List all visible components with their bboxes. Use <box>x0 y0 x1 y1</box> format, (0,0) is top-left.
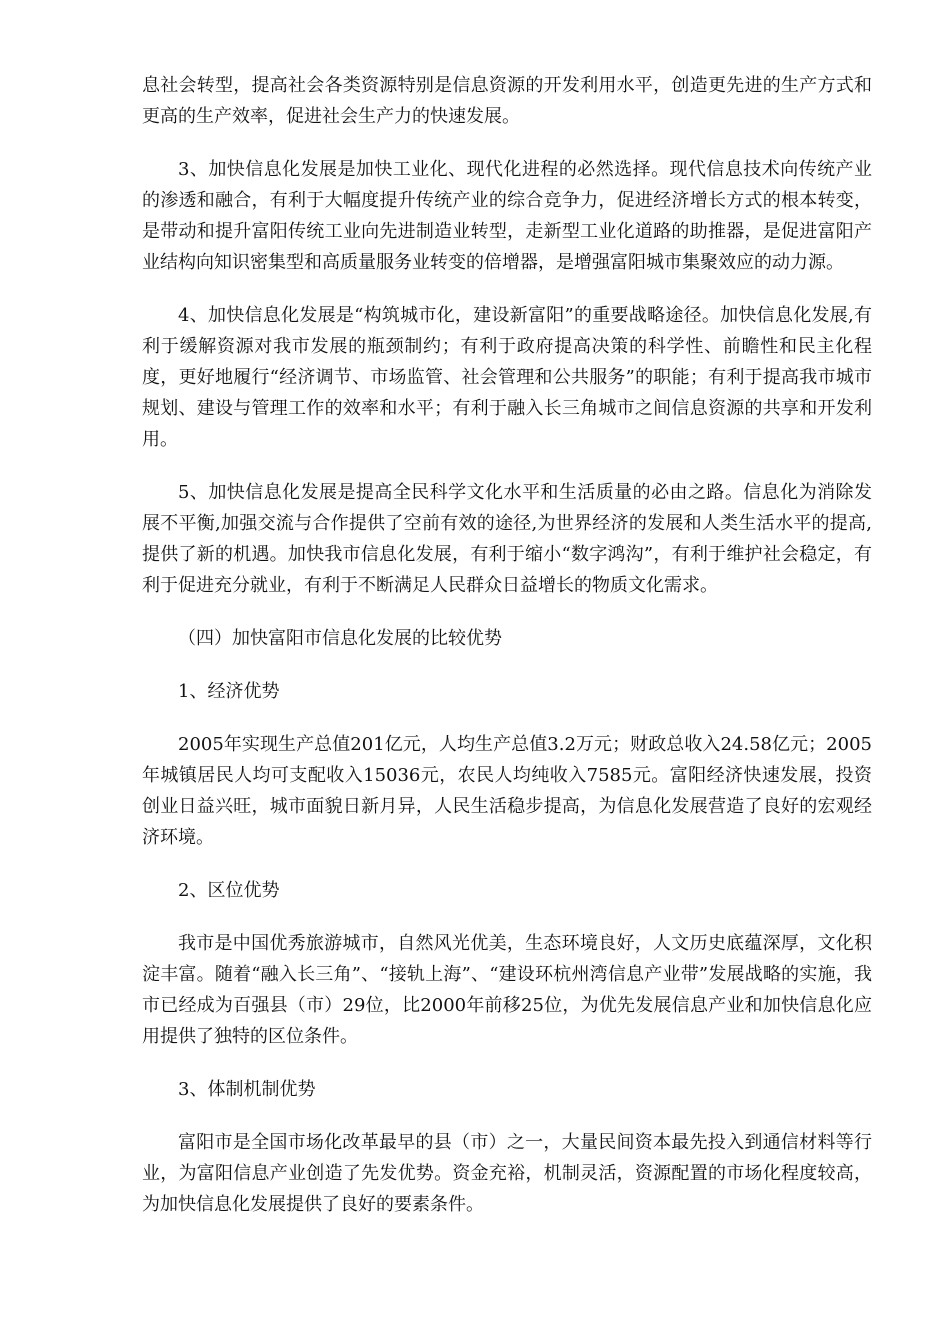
subsection-heading-location: 2、区位优势 <box>178 880 280 901</box>
paragraph-point-5: 5、加快信息化发展是提高全民科学文化水平和生活质量的必由之路。信息化为消除发展不平衡,加强交流与合作提供了空前有效的途径,为世界经济的发展和人类生活水平的提高,提供了新的机遇。加快我市信息化发展，有利于缩小“数字鸿沟”，有利于维护社会稳定，有利于促进充分就业，有利于不断满足人民群众日益增长的物质文化需求。 <box>142 482 872 596</box>
paragraph-economy: 2005年实现生产总值201亿元，人均生产总值3.2万元；财政总收入24.58亿元；2005年城镇居民人均可支配收入15036元，农民人均纯收入7585元。富阳经济快速发展，投资创业日益兴旺，城市面貌日新月异，人民生活稳步提高，为信息化发展营造了良好的宏观经济环境。 <box>142 734 872 848</box>
paragraph-continuation: 息社会转型，提高社会各类资源特别是信息资源的开发利用水平，创造更先进的生产方式和更高的生产效率，促进社会生产力的快速发展。 <box>142 75 872 127</box>
paragraph-system: 富阳市是全国市场化改革最早的县（市）之一，大量民间资本最先投入到通信材料等行业，为富阳信息产业创造了先发优势。资金充裕，机制灵活，资源配置的市场化程度较高，为加快信息化发展提供了良好的要素条件。 <box>142 1132 872 1215</box>
subsection-heading-economy: 1、经济优势 <box>178 681 280 702</box>
document-page <box>142 70 872 1242</box>
subsection-heading-system: 3、体制机制优势 <box>178 1079 316 1100</box>
section-heading: （四）加快富阳市信息化发展的比较优势 <box>178 628 502 649</box>
paragraph-point-4: 4、加快信息化发展是“构筑城市化，建设新富阳”的重要战略途径。加快信息化发展,有利于缓解资源对我市发展的瓶颈制约；有利于政府提高决策的科学性、前瞻性和民主化程度，更好地履行“经济调节、市场监管、社会管理和公共服务”的职能；有利于提高我市城市规划、建设与管理工作的效率和水平；有利于融入长三角城市之间信息资源的共享和开发利用。 <box>142 305 872 450</box>
paragraph-location: 我市是中国优秀旅游城市，自然风光优美，生态环境良好，人文历史底蕴深厚，文化积淀丰富。随着“融入长三角”、“接轨上海”、“建设环杭州湾信息产业带”发展战略的实施，我市已经成为百强县（市）29位，比2000年前移25位，为优先发展信息产业和加快信息化应用提供了独特的区位条件。 <box>142 933 872 1047</box>
paragraph-point-3: 3、加快信息化发展是加快工业化、现代化进程的必然选择。现代信息技术向传统产业的渗透和融合，有利于大幅度提升传统产业的综合竞争力，促进经济增长方式的根本转变，是带动和提升富阳传统工业向先进制造业转型，走新型工业化道路的助推器，是促进富阳产业结构向知识密集型和高质量服务业转变的倍增器，是增强富阳城市集聚效应的动力源。 <box>142 159 872 273</box>
